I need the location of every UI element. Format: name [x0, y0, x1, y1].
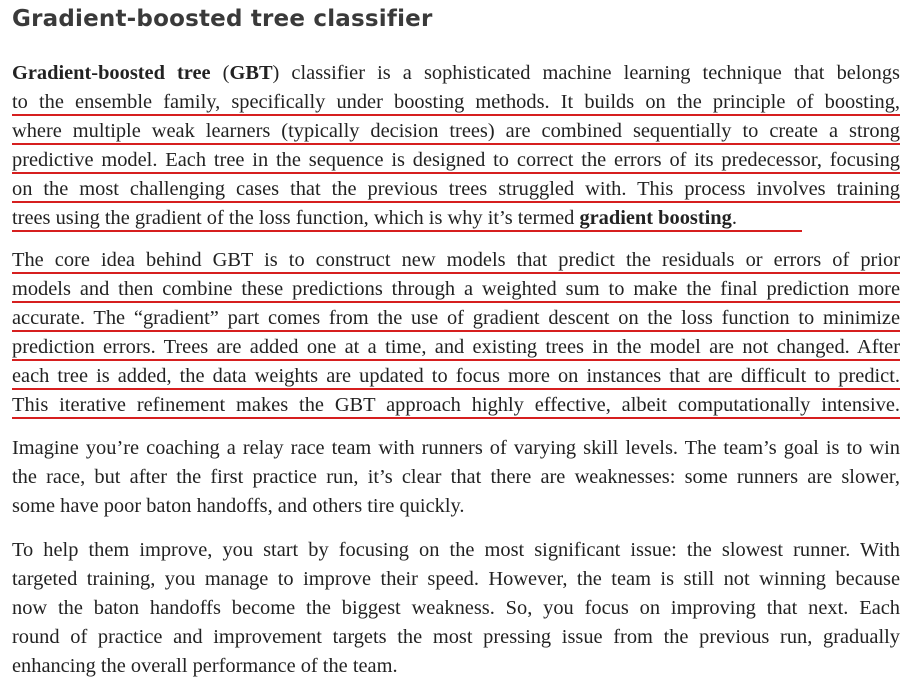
text-line: Imagine you’re coaching a relay race team with runners of varying skill levels. The team’s goal is to win [12, 437, 900, 459]
term-gradient-boosted-tree: Gradient-boosted tree [12, 62, 211, 84]
text-line: targeted training, you manage to improve their speed. However, the team is still not winning because [12, 568, 900, 590]
text-fragment: ) classifier is a sophisticated machine learning technique that belongs [272, 62, 900, 84]
text-fragment: Trees are added one at a time, and existing trees in the model are not changed. After [163, 336, 900, 358]
text-line: To help them improve, you start by focusing on the most significant issue: the slowest runner. With [12, 539, 900, 561]
text-line: enhancing the overall performance of the team. [12, 655, 398, 677]
text-line-underlined: each tree is added, the data weights are updated to focus more on instances that are difficult to predict. [12, 362, 900, 391]
text-line [12, 59, 900, 88]
text-line: the race, but after the first practice run, it’s clear that there are weaknesses: some runners are slower, [12, 466, 900, 488]
paragraph-core-idea [12, 246, 900, 420]
paragraph-relay-improvement [12, 536, 900, 681]
term-gbt: GBT [229, 62, 273, 84]
text-fragment: trees using the gradient of the loss function, which is why it’s termed [12, 207, 580, 229]
text-line-underlined: This iterative refinement makes the GBT approach highly effective, albeit computationally intensive. [12, 391, 900, 420]
term-gradient-boosting: gradient boosting [579, 207, 732, 229]
text-line-underlined: models and then combine these predictions through a weighted sum to make the final prediction more [12, 275, 900, 304]
text-line-underlined: where multiple weak learners (typically decision trees) are combined sequentially to create a strong [12, 117, 900, 146]
text-line-underlined: to the ensemble family, specifically under boosting methods. It builds on the principle of boosting, [12, 88, 900, 117]
text-line: now the baton handoffs become the biggest weakness. So, you focus on improving that next. Each [12, 597, 900, 619]
text-line-underlined: accurate. The “gradient” part comes from the use of gradient descent on the loss function to minimize [12, 304, 900, 333]
text-line-underlined [12, 333, 900, 362]
text-fragment: ( [210, 62, 230, 84]
text-line-underlined: on the most challenging cases that the previous trees struggled with. This process involves training [12, 175, 900, 204]
paragraph-gbt-intro [12, 59, 900, 233]
text-fragment: prediction errors. [12, 336, 164, 358]
paragraph-relay-analogy [12, 434, 900, 521]
section-title: Gradient-boosted tree classifier [12, 6, 433, 32]
text-line-underlined: predictive model. Each tree in the sequence is designed to correct the errors of its predecessor, focusing [12, 146, 900, 175]
text-line-underlined [12, 204, 900, 233]
text-line: round of practice and improvement targets the most pressing issue from the previous run, gradually [12, 626, 900, 648]
text-line-underlined: The core idea behind GBT is to construct new models that predict the residuals or errors of prior [12, 246, 900, 275]
text-fragment: . [731, 207, 737, 229]
text-line: some have poor baton handoffs, and others tire quickly. [12, 495, 465, 517]
